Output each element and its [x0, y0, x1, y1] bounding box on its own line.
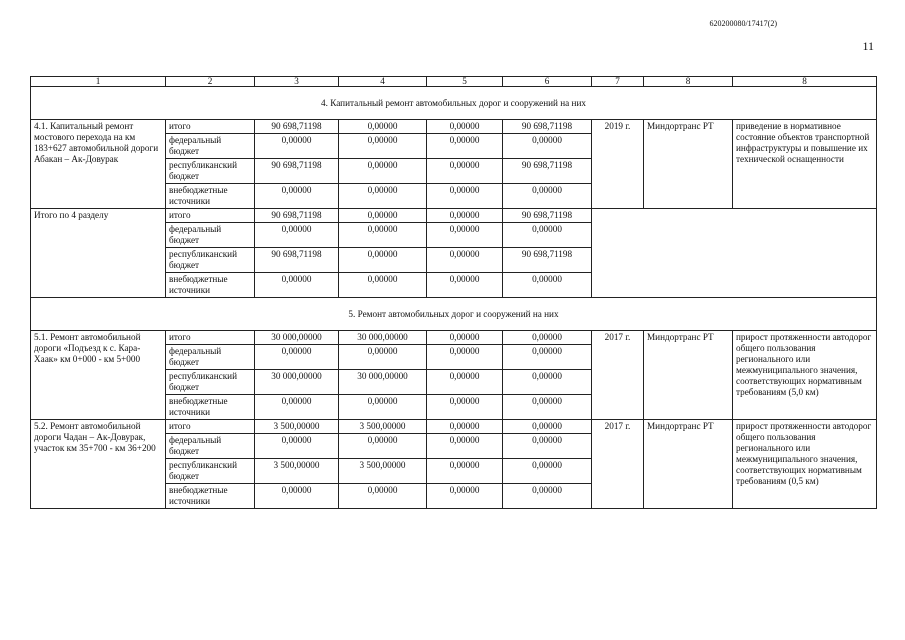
- year-cell: 2017 г.: [592, 420, 644, 509]
- column-header: 5: [427, 77, 503, 87]
- funding-source: внебюджетные источники: [166, 273, 255, 298]
- value-cell: 3 500,00000: [255, 420, 339, 434]
- section-title: 4. Капитальный ремонт автомобильных дорог и сооружений на них: [31, 87, 877, 120]
- value-cell: 0,00000: [339, 484, 427, 509]
- value-cell: 0,00000: [503, 331, 592, 345]
- column-header: 3: [255, 77, 339, 87]
- column-header: 8: [733, 77, 877, 87]
- result-cell: приведение в нормативное состояние объектов транспортной инфраструктуры и повышение их технической оснащенности: [733, 120, 877, 209]
- value-cell: 90 698,71198: [503, 209, 592, 223]
- column-header: 2: [166, 77, 255, 87]
- executor-cell: Миндортранс РТ: [644, 420, 733, 509]
- value-cell: 0,00000: [339, 395, 427, 420]
- value-cell: 0,00000: [427, 184, 503, 209]
- value-cell: 0,00000: [427, 420, 503, 434]
- value-cell: 0,00000: [427, 223, 503, 248]
- funding-source: итого: [166, 331, 255, 345]
- year-cell: 2017 г.: [592, 331, 644, 420]
- value-cell: 0,00000: [255, 434, 339, 459]
- column-header: 1: [31, 77, 166, 87]
- value-cell: 0,00000: [255, 184, 339, 209]
- funding-source: федеральный бюджет: [166, 434, 255, 459]
- value-cell: 0,00000: [427, 434, 503, 459]
- value-cell: 0,00000: [503, 395, 592, 420]
- funding-source: итого: [166, 120, 255, 134]
- value-cell: 0,00000: [339, 223, 427, 248]
- value-cell: 0,00000: [339, 159, 427, 184]
- funding-source: внебюджетные источники: [166, 184, 255, 209]
- funding-source: республиканский бюджет: [166, 459, 255, 484]
- section-title: 5. Ремонт автомобильных дорог и сооружений на них: [31, 298, 877, 331]
- value-cell: 30 000,00000: [339, 370, 427, 395]
- column-header: 6: [503, 77, 592, 87]
- value-cell: 0,00000: [503, 345, 592, 370]
- funding-source: республиканский бюджет: [166, 370, 255, 395]
- item-name: 4.1. Капитальный ремонт мостового перехода на км 183+627 автомобильной дороги Абакан – Ак-Довурак: [31, 120, 166, 209]
- column-header: 8: [644, 77, 733, 87]
- value-cell: 0,00000: [503, 184, 592, 209]
- value-cell: 0,00000: [255, 134, 339, 159]
- executor-cell: Миндортранс РТ: [644, 120, 733, 209]
- budget-table: [30, 76, 877, 509]
- value-cell: 0,00000: [255, 484, 339, 509]
- value-cell: 0,00000: [503, 134, 592, 159]
- item-name: 5.1. Ремонт автомобильной дороги «Подъезд к с. Кара-Хаак» км 0+000 - км 5+000: [31, 331, 166, 420]
- value-cell: 0,00000: [339, 209, 427, 223]
- funding-source: внебюджетные источники: [166, 484, 255, 509]
- column-header: 4: [339, 77, 427, 87]
- document-code: 620200080/17417(2): [709, 19, 777, 28]
- value-cell: 0,00000: [339, 184, 427, 209]
- value-cell: 90 698,71198: [503, 159, 592, 184]
- value-cell: 30 000,00000: [255, 331, 339, 345]
- funding-source: внебюджетные источники: [166, 395, 255, 420]
- value-cell: 90 698,71198: [255, 209, 339, 223]
- section-row: [31, 87, 877, 120]
- value-cell: 0,00000: [503, 370, 592, 395]
- item-name: Итого по 4 разделу: [31, 209, 166, 298]
- funding-source: итого: [166, 420, 255, 434]
- funding-source: федеральный бюджет: [166, 134, 255, 159]
- column-header-row: [31, 77, 877, 87]
- value-cell: 0,00000: [427, 484, 503, 509]
- value-cell: 0,00000: [427, 395, 503, 420]
- value-cell: 0,00000: [339, 248, 427, 273]
- page-number: 11: [862, 39, 874, 53]
- empty-merged-cell: [592, 209, 877, 298]
- value-cell: 0,00000: [255, 273, 339, 298]
- value-cell: 0,00000: [503, 223, 592, 248]
- value-cell: 0,00000: [339, 345, 427, 370]
- funding-source: республиканский бюджет: [166, 159, 255, 184]
- value-cell: 90 698,71198: [503, 120, 592, 134]
- value-cell: 0,00000: [503, 459, 592, 484]
- value-cell: 0,00000: [503, 420, 592, 434]
- value-cell: 3 500,00000: [339, 420, 427, 434]
- funding-source: республиканский бюджет: [166, 248, 255, 273]
- value-cell: 0,00000: [255, 395, 339, 420]
- value-cell: 0,00000: [503, 273, 592, 298]
- funding-source: итого: [166, 209, 255, 223]
- item-name: 5.2. Ремонт автомобильной дороги Чадан – Ак-Довурак, участок км 35+700 - км 36+200: [31, 420, 166, 509]
- section-row: [31, 298, 877, 331]
- value-cell: 0,00000: [427, 120, 503, 134]
- column-header: 7: [592, 77, 644, 87]
- value-cell: 3 500,00000: [255, 459, 339, 484]
- result-cell: прирост протяженности автодорог общего пользования регионального или межмуниципального значения, соответствующих нормативным требованиям (0,5 км): [733, 420, 877, 509]
- executor-cell: Миндортранс РТ: [644, 331, 733, 420]
- value-cell: 0,00000: [339, 120, 427, 134]
- value-cell: 0,00000: [339, 273, 427, 298]
- value-cell: 0,00000: [427, 273, 503, 298]
- funding-source: федеральный бюджет: [166, 223, 255, 248]
- value-cell: 30 000,00000: [339, 331, 427, 345]
- value-cell: 90 698,71198: [503, 248, 592, 273]
- value-cell: 0,00000: [427, 331, 503, 345]
- value-cell: 0,00000: [427, 370, 503, 395]
- value-cell: 0,00000: [255, 223, 339, 248]
- value-cell: 0,00000: [427, 248, 503, 273]
- value-cell: 3 500,00000: [339, 459, 427, 484]
- value-cell: 0,00000: [427, 159, 503, 184]
- value-cell: 0,00000: [255, 345, 339, 370]
- result-cell: прирост протяженности автодорог общего пользования регионального или межмуниципального значения, соответствующих нормативным требованиям (5,0 км): [733, 331, 877, 420]
- value-cell: 90 698,71198: [255, 159, 339, 184]
- value-cell: 0,00000: [339, 434, 427, 459]
- year-cell: 2019 г.: [592, 120, 644, 209]
- value-cell: 0,00000: [339, 134, 427, 159]
- value-cell: 0,00000: [503, 434, 592, 459]
- value-cell: 90 698,71198: [255, 120, 339, 134]
- value-cell: 0,00000: [427, 345, 503, 370]
- value-cell: 0,00000: [503, 484, 592, 509]
- funding-source: федеральный бюджет: [166, 345, 255, 370]
- value-cell: 0,00000: [427, 134, 503, 159]
- value-cell: 90 698,71198: [255, 248, 339, 273]
- value-cell: 0,00000: [427, 459, 503, 484]
- value-cell: 0,00000: [427, 209, 503, 223]
- value-cell: 30 000,00000: [255, 370, 339, 395]
